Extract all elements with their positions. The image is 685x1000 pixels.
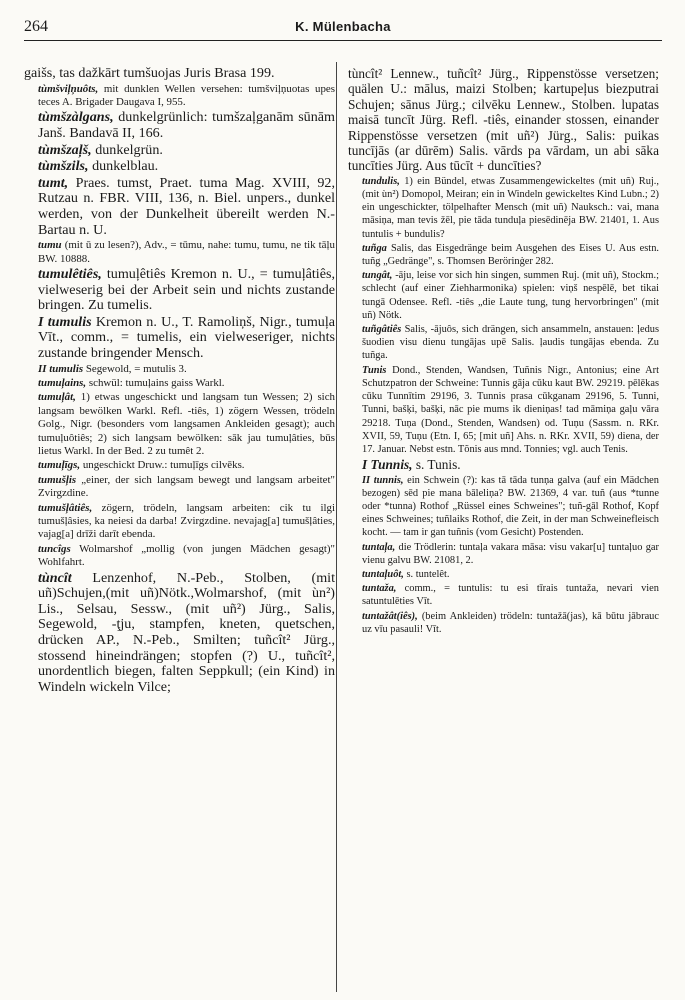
entry-headword: tumu [38,239,62,252]
dictionary-entry [24,363,335,376]
entry-text: zögern, trödeln, langsam arbeiten: cik tu ilgi tumušļâsies, ka neiesi da darba! Zvirgzdine. nevajag[a] tumušļâties, vajag[a] drīži darīt ebenda. [38,501,335,541]
column-divider [336,62,337,992]
entry-headword: tùncît [38,569,72,586]
entry-text: schwül: tumuļains gaiss Warkl. [88,376,225,389]
entry-text: Salis, das Eisgedränge beim Ausgehen des Eises U. Aus estn. tuñg „Gedränge", s. Thomsen Berörinġer 282. [362,242,659,268]
dictionary-entry [24,377,335,390]
dictionary-entry [348,457,659,472]
dictionary-entry [24,143,335,159]
entry-text: Wolmarshof „mollig (von jungen Mädchen gesagt)" Wohlfahrt. [38,542,335,569]
dictionary-entry [24,267,335,314]
entry-text: tùncît² Lennew., tuñcît² Jürg., Rippenstösse versetzen; quälen U.: mālus, maizi Stolben; kartupeļus biezputrai Schujen; sānus Jürg.; cilvēku Lennew., Stolben. lupatas maisā tuncīt Jürg. Refl. -tiês, einander stossen, einander Rippenstösse versetzen (mit uñ²) Jürg., Salis: puikas tuncījās (ar dūrēm) Salis. vārds pa vārdam, un abi sāka tuncīties Jürg. Aus tūcīt + duncīties? [348,66,659,174]
entry-text: 1) ein Bündel, etwas Zusammengewickeltes (mit uñ) Ruj., (mit ùn²) Domopol, Meiran; ein in Windeln gewickeltes Kind Lubn.; 2) ein ungeschickter, tölpelhafter Mensch (mit uñ) Nauksch.: vai, mana māsiņa, man tevis žēl, pie tāda tunduļa piesēdinēja BW. 21401, 1. Aus tuntulis + bundulis? [362,175,659,240]
dictionary-entry [348,364,659,456]
entry-headword: tuncîgs [38,542,71,555]
dictionary-entry [24,110,335,141]
dictionary-entry [348,610,659,636]
entry-headword: I Tunnis, [362,457,413,473]
entry-text: ein Schwein (?): kas tā tāda tunņa galva (auf ein Mädchen bezogen) sēd pie mana bāleliņa? BW. 21369, 4 var. tuñ (aus *tunne oder *tunna) Rothof „Rüssel eines Schweines"; tuñ-gāl Rothof, Kopf eines Schweines; tuñlaiks Rothof, die Zeit, in der man Schweinefleisch kocht. — tam ir gan tuñnis (vom Gesicht) Postenden. [362,474,659,539]
entry-headword: tumulêtiês, [38,265,102,282]
entry-text: Praes. tumst, Praet. tuma Mag. XVIII, 92, Rutzau n. FBR. VIII, 136, n. Biel. unpers., dunkel werden, von der Dunkelheit übereilt werden N.-Bartau n. U. [38,174,335,238]
entry-headword: tumušļâtiês, [38,501,93,514]
dictionary-entry [348,66,659,174]
entry-headword: tuñgâtiês [362,324,402,336]
entry-headword: tumuļains, [38,376,87,389]
page-header [24,18,662,41]
entry-text: dunkelgrünlich: tumšzaļganām sūnām Janš. Bandavā II, 166. [38,109,335,141]
entry-headword: tumuļīgs, [38,459,81,472]
dictionary-entry [24,502,335,542]
dictionary-entry [348,175,659,241]
entry-text: „einer, der sich langsam bewegt und langsam arbeitet" Zvirgzdine. [38,473,335,500]
entry-headword: tuntažât(iês), [362,610,418,622]
dictionary-entry [24,571,335,696]
dictionary-entry [348,582,659,608]
entry-text: dunkelgrün. [95,141,163,158]
entry-headword: tuntaļuôt, [362,568,404,580]
left-column [24,66,335,696]
entry-headword: tundulis, [362,175,400,187]
entry-text: Dond., Stenden, Wandsen, Tuñnis Nigr., Antonius; eine Art Schutzpatron der Schweine: Tunnis gāja cūku kaut BW. 29219. pēlēkas cūku Tunnītim 29196, 3. Tunnis prasa cūkganam 29196, 5. Tunni, Tunni, bašķi, bašķi, nāc pie mums ik dieniņas! tad māmiņa gaļu vāra 29218. Tuņa (Dond., Stenden, Wandsen) od. Tuņu (Sassm. n. RKr. XVII, 59, Tuņu (Etn. I, 65; [mit uñ] Ahs. n. RKr. XVII, 59) diena, der 17. Januar. Nebst estn. Tõnis aus mnd. Tonnies; vgl. auch Tenis. [362,364,659,455]
dictionary-entry [24,176,335,238]
entry-headword: tùmšviļņuôts, [38,82,99,95]
entry-text: mit dunklen Wellen versehen: tumšviļņuotas upes teces A. Brigader Daugava I, 955. [38,82,335,108]
entry-text: dunkelblau. [92,158,159,175]
dictionary-entry [24,543,335,570]
dictionary-entry [24,474,335,501]
entry-text: Kremon n. U., T. Ramoliņš, Nigr., tumuļa Vīt., comm., = tumelis, ein vielweseriger, nichts zustande bringender Mensch. [38,313,335,361]
dictionary-entry [348,474,659,540]
entry-text: Segewold, = mutulis 3. [85,362,187,375]
dictionary-entry [24,315,335,362]
entry-headword: II tumulis [38,362,84,375]
entry-headword: I tumulis [38,313,92,330]
entry-headword: II tunnis, [362,474,404,486]
entry-headword: tùmšzils, [38,158,89,175]
entry-text: (beim Ankleiden) trödeln: tuntažā(jas), kā būtu jābrauc uz vīu pasauli! Vīt. [362,610,659,635]
dictionary-entry [24,391,335,458]
entry-headword: tumt, [38,174,69,191]
entry-headword: tuntaža, [362,583,397,595]
dictionary-entry [348,541,659,567]
entry-text: comm., = tuntulis: tu esi tīrais tuntaža, nevari vien satuntulēties Vīt. [362,583,659,608]
dictionary-entry [24,159,335,175]
entry-text: gaišs, tas dažkārt tumšuojas Juris Brasa 199. [24,65,275,81]
entry-headword: tùmšzaļš, [38,141,92,158]
entry-text: -āju, leise vor sich hin singen, summen Ruj. (mit uñ), Stockm.; schlecht (auf einer Ziehharmonika) spielen: viņš nespēlē, bet tikai tungā Odensee. Refl. -tiês „die Laute tung, tung hervorbringen" (mit uñ) Nötk. [362,270,659,321]
entry-text: (mit ū zu lesen?), Adv., = tūmu, nahe: tumu, tumu, ne tik tāļu BW. 10888. [38,239,335,265]
entry-text: s. Tunis. [415,457,461,473]
running-head: K. Mülenbacha [295,19,391,34]
entry-text: die Trödlerin: tuntaļa vakara māsa: visu vakar[u] tuntaļuo gar vienu galvu BW. 21081, 2. [362,541,659,566]
dictionary-entry [24,66,335,82]
dictionary-entry [348,269,659,322]
entry-headword: tuñga [362,242,387,254]
entry-text: ungeschickt Druw.: tumuļīgs cilvēks. [82,459,245,472]
entry-headword: tuntaļa, [362,541,396,553]
entry-headword: tumuļât, [38,391,76,404]
entry-headword: tungât, [362,270,393,282]
entry-headword: tumušļis [38,473,77,486]
entry-headword: tùmšzàlgans, [38,109,114,126]
entry-text: tumuļêtiês Kremon n. U., = tumuļâtiês, vielweserig bei der Arbeit sein und nichts zustande bringen. Zu tumelis. [38,265,335,314]
dictionary-entry [348,568,659,581]
page-number: 264 [24,18,48,35]
dictionary-entry [24,83,335,110]
dictionary-entry [348,323,659,363]
entry-headword: Tunis [362,364,387,376]
entry-text: s. tuntelêt. [406,568,450,580]
dictionary-entry [348,242,659,268]
entry-text: Lenzenhof, N.-Peb., Stolben, (mit uñ)Schujen,(mit uñ)Nötk.,Wolmarshof, (mit ùn²) Lis., Selsau, Sessw., (mit uñ²) Jürg., Salis, Segewold, -ţju, stampfen, kneten, quetschen, drücken AP., N.-Peb., Smilten; tuñcît² Jürg., stossend hineindrängen; stopfen (?) U., tuñcît², unordentlich biegen, falten Seppkull; (ein Kind) in Windeln wickeln Vilce; [38,569,335,695]
right-column [348,66,659,637]
dictionary-entry [24,459,335,472]
entry-text: Salis, -ājuôs, sich drängen, sich ansammeln, anstauen: ļedus šuodien visu dienu tungājas upē Salis. ļaudis tungājas ebenda. Zu tuñga. [362,324,659,362]
dictionary-entry [24,239,335,266]
entry-text: 1) etwas ungeschickt und langsam tun Wessen; 2) sich langsam bewölken Warkl. Refl. -tiês, 1) zögern Wessen, trödeln Golg., Nigr. (besonders vom langsamen Ankleiden gesagt); auch tumuļuôtiês; 2) sich langsam bewölken: sāk jau tumuļâties, būs lietus Warkl. In der Bed. 2 zu tumêt 2. [38,391,335,457]
